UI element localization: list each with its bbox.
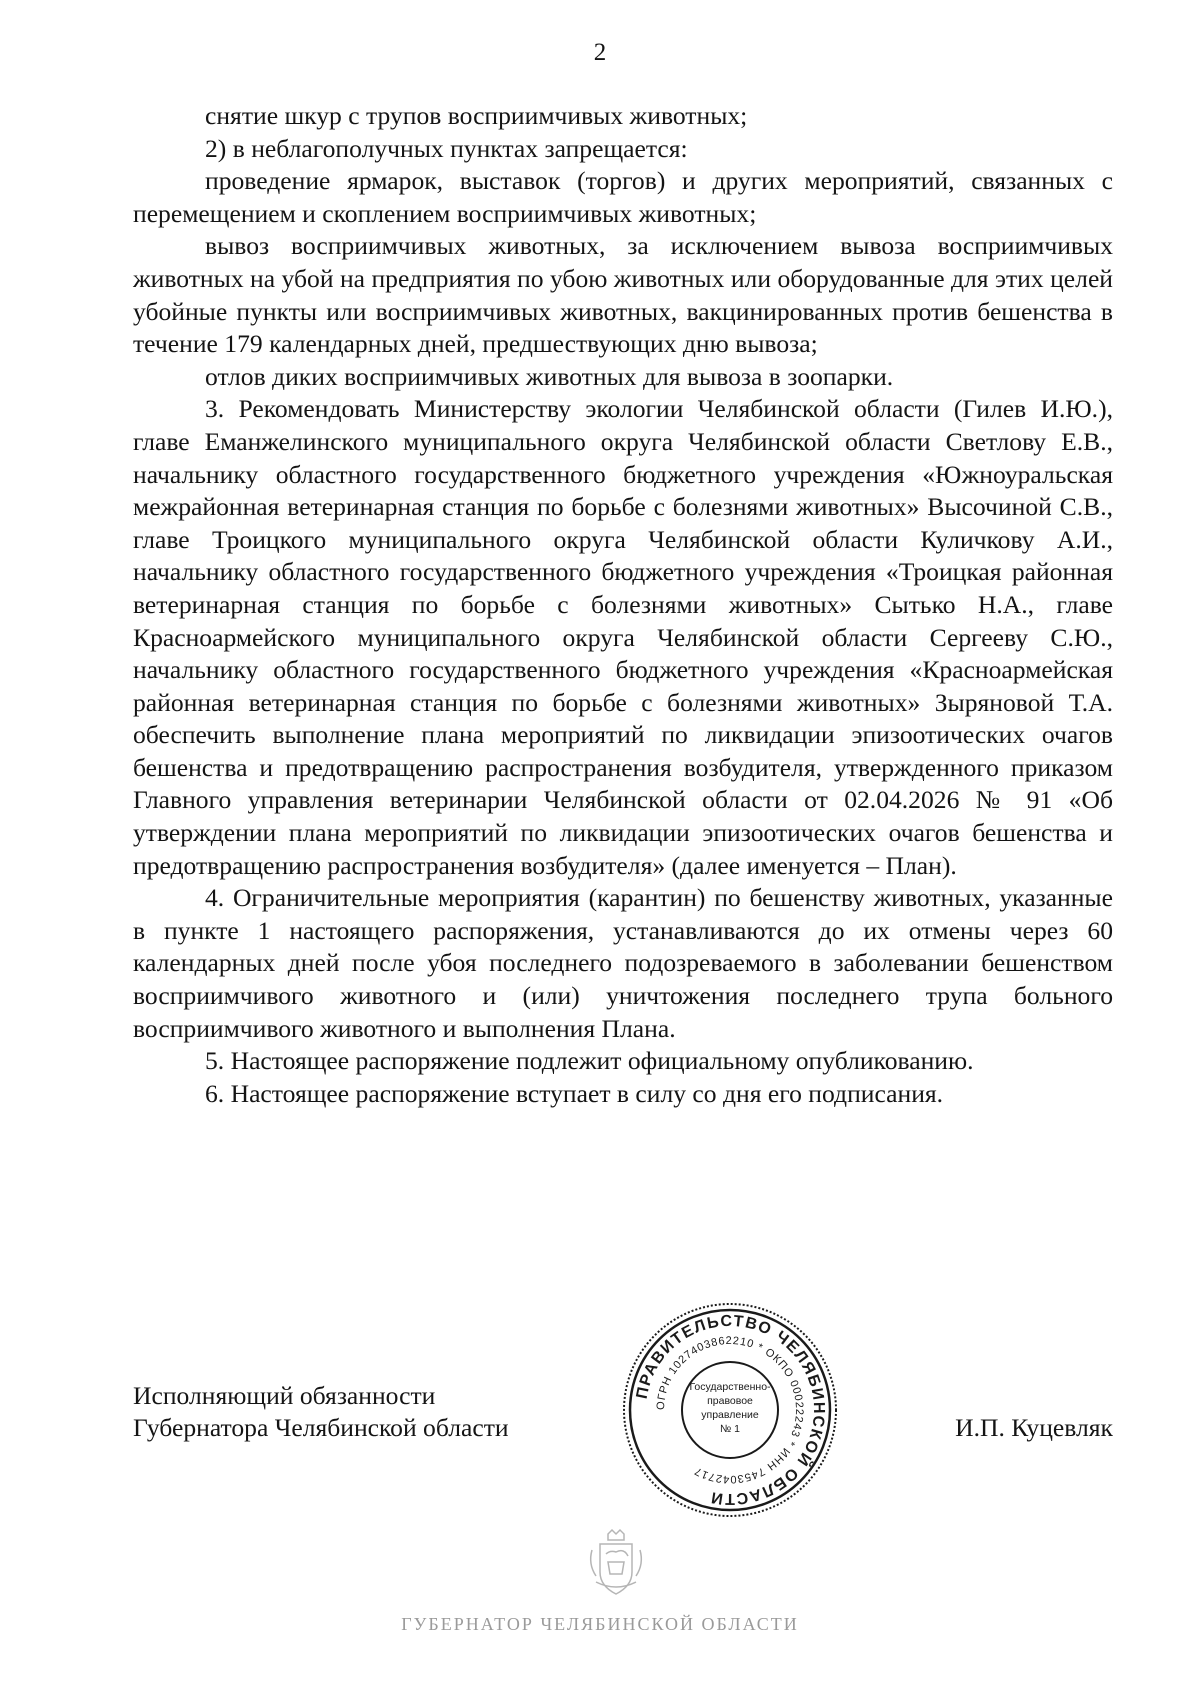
coat-of-arms-icon — [586, 1528, 646, 1598]
paragraph: 6. Настоящее распоряжение вступает в силу со дня его подписания. — [205, 1078, 944, 1108]
signer-position-line2: Губернатора Челябинской области — [133, 1413, 509, 1442]
paragraph: вывоз восприимчивых животных, за исключением вывоза восприимчивых животных на убой на предприятия по убою животных или оборудованные для этих целей убойные пункты или восприимчивых животных, вакцинированных против бешенства в течение 179 календарных дней, предшествующих дню вывоза; — [133, 231, 1113, 359]
paragraph: 5. Настоящее распоряжение подлежит официальному опубликованию. — [205, 1046, 974, 1076]
seal-outer-text: ПРАВИТЕЛЬСТВО ЧЕЛЯБИНСКОЙ ОБЛАСТИ — [633, 1312, 828, 1508]
paragraph: 4. Ограничительные мероприятия (карантин) по бешенству животных, указанные в пункте 1 настоящего распоряжения, устанавливаются до их отмены через 60 календарных дней после убоя последнего подозреваемого в заболевании бешенством восприимчивого животного и (или) уничтожения последнего трупа больного восприимчивого животного и выполнения Плана. — [133, 883, 1113, 1043]
signer-position-line1: Исполняющий обязанности — [133, 1381, 436, 1410]
seal-graphic — [620, 1300, 840, 1520]
seal-center-line4: № 1 — [719, 1423, 741, 1435]
paragraph: проведение ярмарок, выставок (торгов) и других мероприятий, связанных с перемещением и скоплением восприимчивых животных; — [133, 166, 1113, 228]
paragraph: 2) в неблагополучных пунктах запрещается: — [205, 133, 688, 163]
official-seal — [620, 1300, 840, 1520]
seal-center-line2: правовое — [707, 1395, 753, 1407]
paragraph: 3. Рекомендовать Министерству экологии Челябинской области (Гилев И.Ю.), главе Еманжелинского муниципального округа Челябинской области Светлову Е.В., начальнику областного государственного бюджетного учреждения «Южноуральская межрайонная ветеринарная станция по борьбе с болезнями животных» Высочиной С.В., главе Троицкого муниципального округа Челябинской области Куличкову А.И., начальнику областного государственного бюджетного учреждения «Троицкая районная ветеринарная станция по борьбе с болезнями животных» Сытько Н.А., главе Красноармейского муниципального округа Челябинской области Сергееву С.Ю., начальнику областного государственного бюджетного учреждения «Красноармейская районная ветеринарная станция по борьбе с болезнями животных» Зыряновой Т.А. обеспечить выполнение плана мероприятий по ликвидации эпизоотических очагов бешенства и предотвращению распространения возбудителя, утвержденного приказом Главного управления ветеринарии Челябинской области от 02.04.2026 № 91 «Об утверждении плана мероприятий по ликвидации эпизоотических очагов бешенства и предотвращению распространения возбудителя» (далее именуется – План). — [133, 394, 1113, 880]
seal-center-line3: управление — [701, 1409, 759, 1421]
page-number: 2 — [593, 39, 607, 66]
paragraph: снятие шкур с трупов восприимчивых животных; — [205, 101, 748, 130]
paragraph: отлов диких восприимчивых животных для вывоза в зоопарки. — [205, 361, 894, 391]
document-body — [133, 100, 1113, 1110]
signer-position — [133, 1380, 509, 1444]
seal-center-line1: Государственно- — [689, 1381, 771, 1393]
signer-name: И.П. Куцевляк — [955, 1413, 1113, 1442]
letterhead-footer: ГУБЕРНАТОР ЧЕЛЯБИНСКОЙ ОБЛАСТИ — [401, 1614, 799, 1634]
seal-middle-text: ОГРН 1027403862210 * ОКПО 00022243 * ИНН 7453042717 — [654, 1334, 806, 1486]
